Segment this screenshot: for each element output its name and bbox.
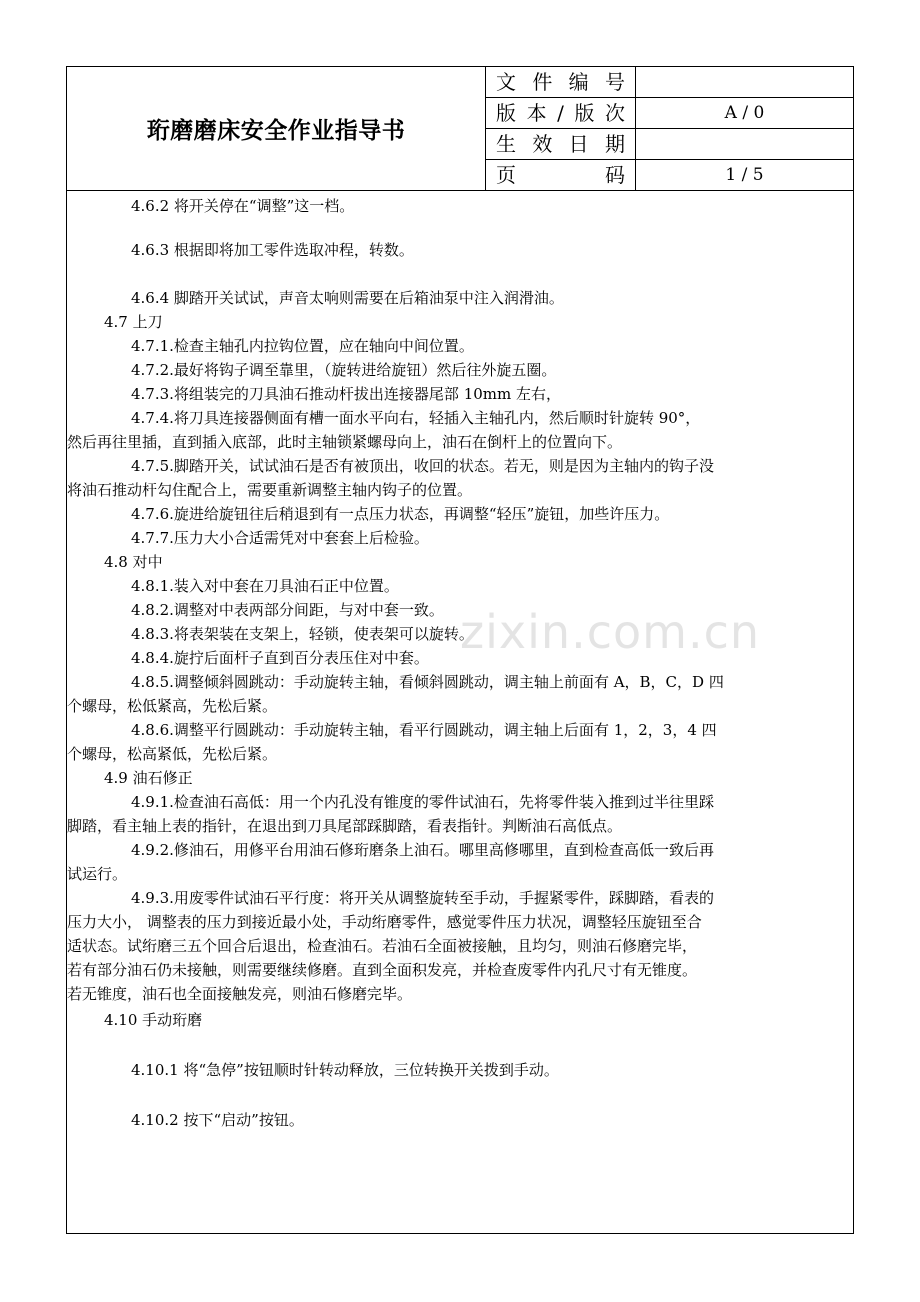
paragraph-4-6-4: 4.6.4 脚踏开关试试，声音太响则需要在后箱油泵中注入润滑油。: [131, 289, 564, 307]
paragraph-4-6-3: 4.6.3 根据即将加工零件选取冲程，转数。: [131, 241, 414, 259]
section-heading-4-7: 4.7 上刀: [104, 313, 163, 331]
paragraph-4-9-3-cont-2: 适状态。试绗磨三五个回合后退出，检查油石。若油石全面被接触，且均匀，则油石修磨完毕，: [67, 937, 698, 955]
document-header: [67, 67, 853, 191]
paragraph-4-7-3: 4.7.3.将组装完的刀具油石推动杆拔出连接器尾部 10mm 左右，: [131, 385, 562, 403]
paragraph-4-9-3-cont-4: 若无锥度，油石也全面接触发亮，则油石修磨完毕。: [67, 985, 413, 1003]
meta-label-page-number: 页 码: [486, 160, 636, 190]
paragraph-4-9-1: 4.9.1.检查油石高低：用一个内孔没有锥度的零件试油石，先将零件装入推到过半往里踩: [131, 793, 714, 811]
meta-row-page-number: [486, 160, 853, 190]
meta-value-version: A / 0: [724, 103, 765, 123]
meta-value-effective-date: [636, 129, 853, 159]
paragraph-4-7-6: 4.7.6.旋进给旋钮往后稍退到有一点压力状态，再调整“轻压”旋钮，加些许压力。: [131, 505, 670, 523]
document-title: 珩磨磨床安全作业指导书: [67, 67, 486, 190]
paragraph-4-10-2: 4.10.2 按下“启动”按钮。: [131, 1111, 304, 1129]
paragraph-4-8-1: 4.8.1.装入对中套在刀具油石正中位置。: [131, 577, 399, 595]
paragraph-4-9-1-cont: 脚踏，看主轴上表的指针，在退出到刀具尾部踩脚踏，看表指针。判断油石高低点。: [67, 817, 623, 835]
paragraph-4-8-3: 4.8.3.将表架装在支架上，轻锁，使表架可以旋转。: [131, 625, 474, 643]
paragraph-4-8-6-cont: 个螺母，松高紧低，先松后紧。: [67, 745, 278, 763]
section-heading-4-9: 4.9 油石修正: [104, 769, 193, 787]
paragraph-4-8-5: 4.8.5.调整倾斜圆跳动：手动旋转主轴，看倾斜圆跳动，调主轴上前面有 A，B，C，D 四: [131, 673, 724, 691]
paragraph-4-7-2: 4.7.2.最好将钩子调至靠里，（旋转进给旋钮）然后往外旋五圈。: [131, 361, 557, 379]
paragraph-4-7-7: 4.7.7.压力大小合适需凭对中套套上后检验。: [131, 529, 429, 547]
paragraph-4-8-6: 4.8.6.调整平行圆跳动：手动旋转主轴，看平行圆跳动，调主轴上后面有 1，2，3，4 四: [131, 721, 717, 739]
meta-row-effective-date: [486, 129, 853, 160]
meta-label-effective-date: 生 效 日 期: [486, 129, 636, 159]
paragraph-4-7-4-cont: 然后再往里插，直到插入底部，此时主轴锁紧螺母向上，油石在倒杆上的位置向下。: [67, 433, 623, 451]
meta-row-doc-number: [486, 67, 853, 98]
section-heading-4-8: 4.8 对中: [104, 553, 163, 571]
paragraph-4-9-2-cont: 试运行。: [67, 865, 128, 883]
watermark: zixin.com.cn: [460, 605, 761, 659]
paragraph-4-8-2: 4.8.2.调整对中表两部分间距，与对中套一致。: [131, 601, 444, 619]
meta-label-doc-number: 文 件 编 号: [486, 67, 636, 97]
paragraph-4-9-3-cont-1: 压力大小， 调整表的压力到接近最小处，手动绗磨零件，感觉零件压力状况，调整轻压旋钮至合: [67, 913, 702, 931]
paragraph-4-7-4: 4.7.4.将刀具连接器侧面有槽一面水平向右，轻插入主轴孔内，然后顺时针旋转 90°，: [131, 409, 701, 427]
paragraph-4-7-1: 4.7.1.检查主轴孔内拉钩位置，应在轴向中间位置。: [131, 337, 474, 355]
paragraph-4-6-2: 4.6.2 将开关停在“调整”这一档。: [131, 197, 355, 215]
meta-value-doc-number: [636, 67, 853, 97]
paragraph-4-8-5-cont: 个螺母，松低紧高，先松后紧。: [67, 697, 278, 715]
section-heading-4-10: 4.10 手动珩磨: [104, 1011, 203, 1029]
meta-value-page-number: 1 / 5: [725, 165, 764, 185]
document-meta-table: [486, 67, 853, 190]
paragraph-4-9-2: 4.9.2.修油石，用修平台用油石修珩磨条上油石。哪里高修哪里，直到检查高低一致后再: [131, 841, 714, 859]
paragraph-4-9-3: 4.9.3.用废零件试油石平行度：将开关从调整旋转至手动，手握紧零件，踩脚踏，看表的: [131, 889, 714, 907]
paragraph-4-10-1: 4.10.1 将“急停”按钮顺时针转动释放，三位转换开关拨到手动。: [131, 1061, 559, 1079]
paragraph-4-7-5: 4.7.5.脚踏开关，试试油石是否有被顶出，收回的状态。若无，则是因为主轴内的钩子没: [131, 457, 714, 475]
paragraph-4-9-3-cont-3: 若有部分油石仍未接触，则需要继续修磨。直到全面积发亮，并检查废零件内孔尺寸有无锥度。: [67, 961, 698, 979]
paragraph-4-7-5-cont: 将油石推动杆勾住配合上，需要重新调整主轴内钩子的位置。: [67, 481, 473, 499]
meta-label-version: 版 本 / 版 次: [486, 98, 636, 128]
paragraph-4-8-4: 4.8.4.旋拧后面杆子直到百分表压住对中套。: [131, 649, 429, 667]
meta-row-version: [486, 98, 853, 129]
